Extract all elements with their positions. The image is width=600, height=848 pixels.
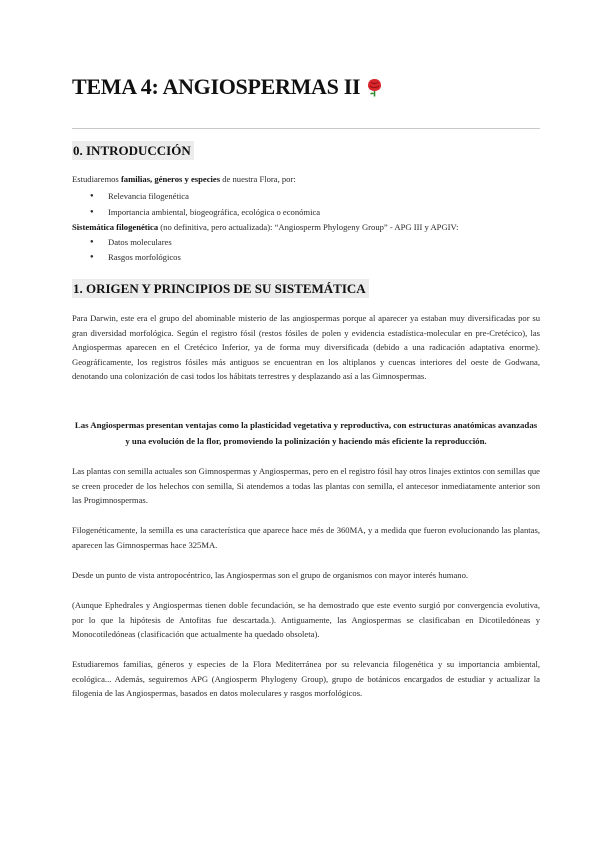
title-divider <box>72 128 540 129</box>
paragraph-semillas: Las plantas con semilla actuales son Gimnospermas y Angiospermas, pero en el registro fósil hay otros linajes extintos con semillas que se creen proceder de los helechos con semilla, Si atendemos a todas las plantas con semilla, el antecesor inmediatamente anterior son las Progimnospermas. <box>72 466 540 506</box>
page-title <box>72 74 383 103</box>
rose-icon <box>366 77 383 103</box>
document-page: TEMA 4: ANGIOSPERMAS II 0. INTRODUCCIÓN Estudiaremos familias, géneros y especies de nuestra Flora, por: Relevancia filogenética Importancia ambiental, biogeográfica, ecológica o económica Sistemática filogenética (no definitiva, pero actualizada): “Angiosperm Phylogeny Group” - APG III y APGIV: Datos moleculares Rasgos morfológicos 1. ORIGEN Y PRINCIPIOS DE SU SISTEMÁTICA Para Darwin, este era el grupo del abominable misterio de las angiospermas porque al aparecer ya estaban muy diversificadas por su gran diversidad morfológica. Según el registro fósil (restos fósiles de polen y evidencia estadística-molecular en pre-Cretécico), las Angiospermas aparecen en el Cretécico Inferior, ya de forma muy diversificada (debido a una radicación adaptativa enorme). Geográficamente, los registros fósiles más antiguos se encuentran en los altiplanos y cuencas interiores del oeste de Godwana, denotando una colonización de casi todos los hábitats terrestres y desplazando así a las Gimnospermas. Las Angiospermas presentan ventajas como la plasticidad vegetativa y reproductiva, con estructuras anatómicas avanzadas y una evolución de la flor, promoviendo la polinización y haciendo más eficiente la reproducción. Las plantas con semilla actuales son Gimnospermas y Angiospermas, pero en el registro fósil hay otros linajes extintos con semillas que se creen proceder de los helechos con semilla, Si atendemos a todas las plantas con semilla, el antecesor inmediatamente anterior son las Progimnospermas. Filogenéticamente, la semilla es una característica que aparece hace més de 360MA, y a medida que fueron evolucionando las plantas, aparecen las Gimnospermas hace 325MA. Desde un punto de vista antropocéntrico, las Angiospermas son el grupo de organismos con mayor interés humano. (Aunque Ephedrales y Angiospermas tienen doble fecundación, se ha demostrado que este evento surgió por convergencia evolutiva, por lo que la hipótesis de Antofitas fue descartada.). Antiguamente, las Angiospermas se clasificaban en Dicotiledóneas y Monocotiledóneas (clasificación que actualmente ha quedado obsoleta). Estudiaremos familias, géneros y especies de la Flora Mediterránea por su relevancia filogenética y su importancia ambiental, ecológica... Además, seguiremos APG (Angiosperm Phylogeny Group), grupo de botánicos encargados de estudiar y actualizar la filogenia de las Angiospermas, basados en datos moleculares y rasgos morfológicos. <box>0 0 600 848</box>
paragraph-ephedrales: (Aunque Ephedrales y Angiospermas tienen doble fecundación, se ha demostrado que este evento surgió por convergencia evolutiva, por lo que la hipótesis de Antofitas fue descartada.). Antiguamente, las Angiospermas se clasificaban en Dicotiledóneas y Monocotiledóneas (clasificación que actualmente ha quedado obsoleta). <box>72 600 540 640</box>
page-title-text: TEMA 4: ANGIOSPERMAS II <box>72 74 361 99</box>
section-heading-origen: 1. ORIGEN Y PRINCIPIOS DE SU SISTEMÁTICA <box>72 281 369 297</box>
paragraph-darwin: Para Darwin, este era el grupo del abominable misterio de las angiospermas porque al aparecer ya estaban muy diversificadas por su gran diversidad morfológica. Según el registro fósil (restos fósiles de polen y evidencia estadística-molecular en pre-Cretécico), las Angiospermas aparecen en el Cretécico Inferior, ya de forma muy diversificada (debido a una radicación adaptativa enorme). Geográficamente, los registros fósiles más antiguos se encuentran en los altiplanos y cuencas interiores del oeste de Godwana, denotando una colonización de casi todos los hábitats terrestres y desplazando así a las Gimnospermas. <box>72 313 540 382</box>
paragraph-filogenia: Filogenéticamente, la semilla es una característica que aparece hace més de 360MA, y a medida que fueron evolucionando las plantas, aparecen las Gimnospermas hace 325MA. <box>72 525 540 550</box>
highlight-paragraph: Las Angiospermas presentan ventajas como la plasticidad vegetativa y reproductiva, con estructuras anatómicas avanzadas y una evolución de la flor, promoviendo la polinización y haciendo más eficiente la reproducción. <box>74 420 538 446</box>
intro-line: Estudiaremos familias, géneros y especies de nuestra Flora, por: <box>72 174 296 184</box>
paragraph-apg: Estudiaremos familias, géneros y especies de la Flora Mediterránea por su relevancia filogenética y su importancia ambiental, ecológica... Además, seguiremos APG (Angiosperm Phylogeny Group), grupo de botánicos encargados de estudiar y actualizar la filogenia de las Angiospermas, basados en datos moleculares y rasgos morfológicos. <box>72 659 540 699</box>
paragraph-antropocentrico: Desde un punto de vista antropocéntrico, las Angiospermas son el grupo de organismos con mayor interés humano. <box>72 570 469 580</box>
section-heading-introduccion: 0. INTRODUCCIÓN <box>72 143 194 159</box>
system-line: Sistemática filogenética (no definitiva, pero actualizada): “Angiosperm Phylogeny Group” - APG III y APGIV: <box>72 222 459 232</box>
